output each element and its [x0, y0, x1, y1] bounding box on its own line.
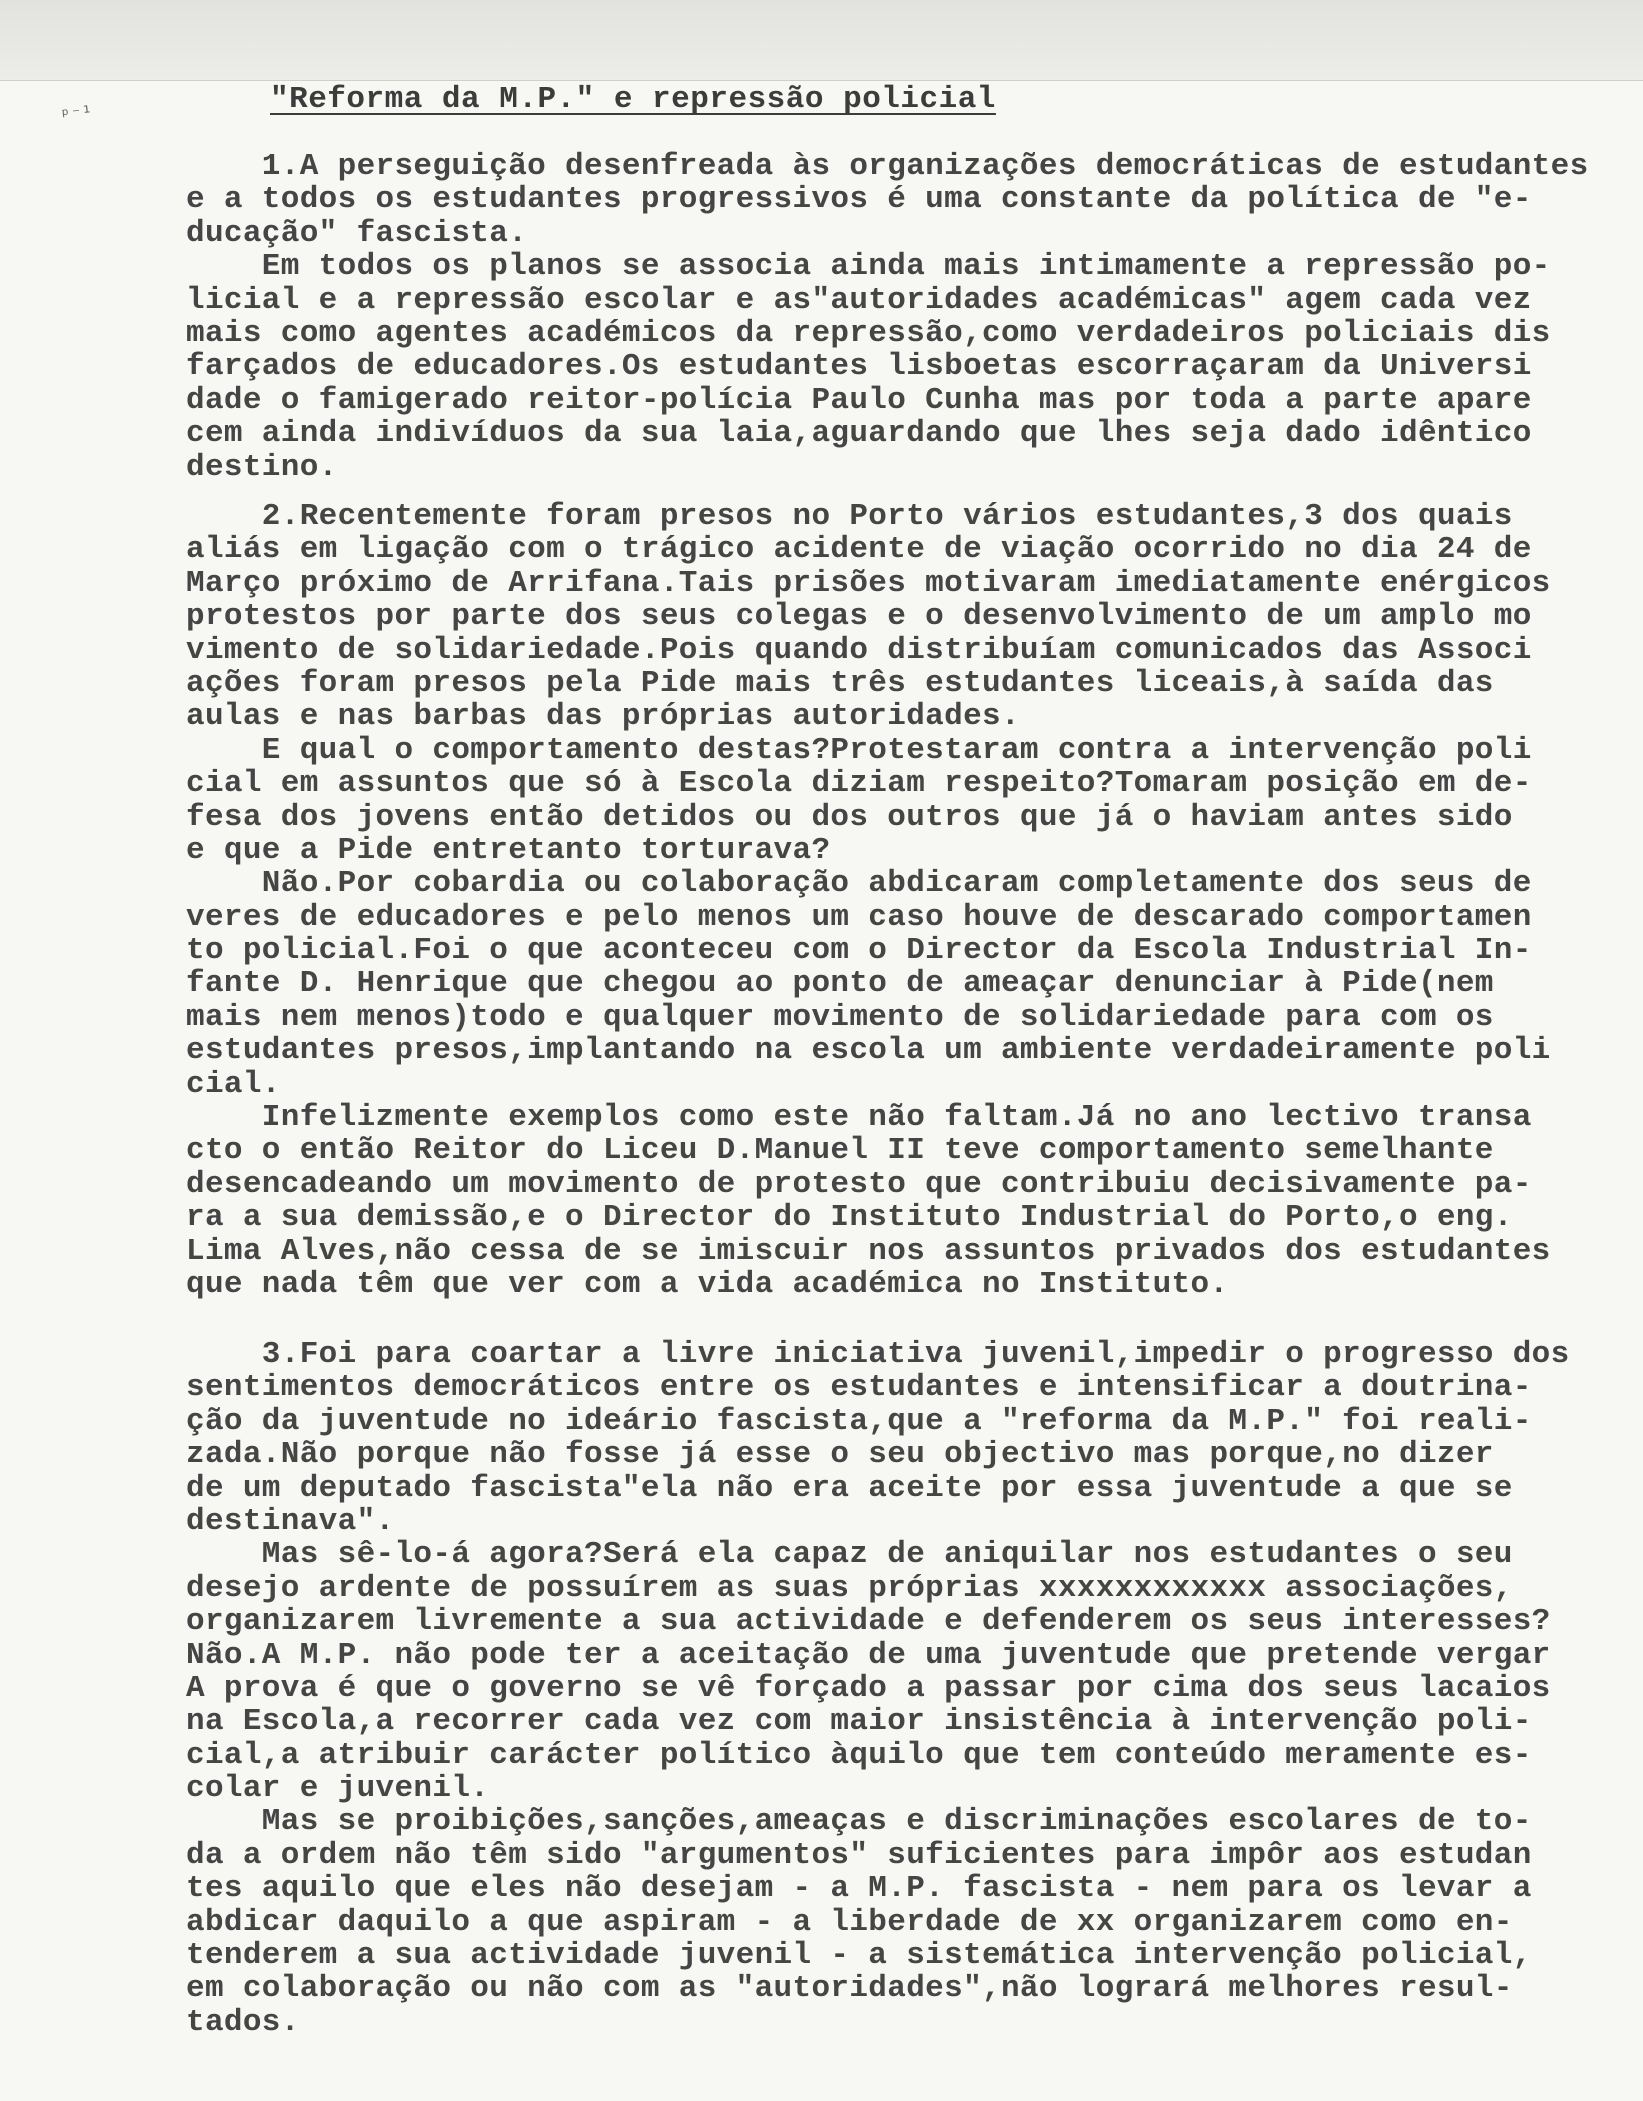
text-line: 1.A perseguição desenfreada às organizações democráticas de estudantes	[186, 149, 1589, 184]
text-line: Março próximo de Arrifana.Tais prisões motivaram imediatamente enérgicos	[186, 565, 1551, 601]
text-line: tados.	[186, 2004, 300, 2040]
text-line: ra a sua demissão,e o Director do Instituto Industrial do Porto,o eng.	[186, 1200, 1513, 1236]
text-line: aliás em ligação com o trágico acidente de viação ocorrido no dia 24 de	[186, 532, 1532, 568]
text-line: mais como agentes académicos da repressão,como verdadeiros policiais dis	[186, 315, 1551, 351]
text-line: colar e juvenil.	[186, 1771, 490, 1807]
text-line: aulas e nas barbas das próprias autoridades.	[186, 699, 1020, 735]
text-line: desencadeando um movimento de protesto que contribuiu decisivamente pa-	[186, 1166, 1532, 1202]
text-line: tes aquilo que eles não desejam - a M.P. fascista - nem para os levar a	[186, 1871, 1532, 1907]
text-line: ducação" fascista.	[186, 215, 528, 251]
paragraph-1	[186, 150, 1589, 484]
text-line: destinava".	[186, 1503, 395, 1539]
scan-border	[0, 0, 1643, 80]
text-line: na Escola,a recorrer cada vez com maior insistência à intervenção poli-	[186, 1704, 1532, 1740]
paragraph-2	[186, 500, 1551, 1301]
text-line: estudantes presos,implantando na escola um ambiente verdadeiramente poli	[186, 1033, 1551, 1069]
text-line: sentimentos democráticos entre os estudantes e intensificar a doutrina-	[186, 1370, 1532, 1406]
text-line: fesa dos jovens então detidos ou dos outros que já o haviam antes sido	[186, 799, 1513, 835]
text-line: que nada têm que ver com a vida académica no Instituto.	[186, 1266, 1229, 1302]
text-line: e que a Pide entretanto torturava?	[186, 832, 831, 868]
text-line: farçados de educadores.Os estudantes lisboetas escorraçaram da Universi	[186, 349, 1532, 385]
text-line: organizarem livremente a sua actividade e defenderem os seus interesses?	[186, 1604, 1551, 1640]
document-title: "Reforma da M.P." e repressão policial	[270, 82, 996, 117]
text-line: Lima Alves,não cessa de se imiscuir nos assuntos privados dos estudantes	[186, 1233, 1551, 1269]
paragraph-3	[186, 1338, 1570, 2039]
text-line: to policial.Foi o que aconteceu com o Director da Escola Industrial In-	[186, 933, 1532, 969]
text-line: vimento de solidariedade.Pois quando distribuíam comunicados das Associ	[186, 632, 1532, 668]
handwritten-page-mark: ᵖ⁻¹	[59, 102, 94, 127]
text-line: em colaboração ou não com as "autoridades",não logrará melhores resul-	[186, 1971, 1513, 2007]
text-line: A prova é que o governo se vê forçado a passar por cima dos seus lacaios	[186, 1670, 1551, 1706]
text-line: dade o famigerado reitor-polícia Paulo Cunha mas por toda a parte apare	[186, 382, 1532, 418]
text-line: zada.Não porque não fosse já esse o seu objectivo mas porque,no dizer	[186, 1437, 1494, 1473]
text-line: veres de educadores e pelo menos um caso houve de descarado comportamen	[186, 899, 1532, 935]
text-line: Em todos os planos se associa ainda mais intimamente a repressão po-	[186, 249, 1551, 285]
text-line: da a ordem não têm sido "argumentos" suficientes para impôr aos estudan	[186, 1837, 1532, 1873]
text-line: Infelizmente exemplos como este não faltam.Já no ano lectivo transa	[186, 1100, 1532, 1136]
text-line: abdicar daquilo a que aspiram - a liberdade de xx organizarem como en-	[186, 1904, 1513, 1940]
text-line: fante D. Henrique que chegou ao ponto de ameaçar denunciar à Pide(nem	[186, 966, 1494, 1002]
text-line: Não.Por cobardia ou colaboração abdicaram completamente dos seus de	[186, 866, 1532, 902]
text-line: de um deputado fascista"ela não era aceite por essa juventude a que se	[186, 1470, 1513, 1506]
text-line: e a todos os estudantes progressivos é uma constante da política de "e-	[186, 182, 1532, 218]
text-line: Mas sê-lo-á agora?Será ela capaz de aniquilar nos estudantes o seu	[186, 1537, 1513, 1573]
text-line: desejo ardente de possuírem as suas próprias xxxxxxxxxxxx associações,	[186, 1570, 1513, 1606]
text-line: 3.Foi para coartar a livre iniciativa juvenil,impedir o progresso dos	[186, 1337, 1570, 1372]
text-line: E qual o comportamento destas?Protestaram contra a intervenção poli	[186, 732, 1532, 768]
text-line: cial em assuntos que só à Escola diziam respeito?Tomaram posição em de-	[186, 766, 1532, 802]
text-line: Não.A M.P. não pode ter a aceitação de uma juventude que pretende vergar	[186, 1637, 1551, 1673]
text-line: protestos por parte dos seus colegas e o desenvolvimento de um amplo mo	[186, 599, 1532, 635]
text-line: ção da juventude no ideário fascista,que a "reforma da M.P." foi reali-	[186, 1403, 1532, 1439]
text-line: Mas se proibições,sanções,ameaças e discriminações escolares de to-	[186, 1804, 1532, 1840]
text-line: cial.	[186, 1066, 281, 1102]
text-line: licial e a repressão escolar e as"autoridades académicas" agem cada vez	[186, 282, 1532, 318]
text-line: cto o então Reitor do Liceu D.Manuel II teve comportamento semelhante	[186, 1133, 1494, 1169]
text-line: cial,a atribuir carácter político àquilo que tem conteúdo meramente es-	[186, 1737, 1532, 1773]
text-line: cem ainda indivíduos da sua laia,aguardando que lhes seja dado idêntico	[186, 416, 1532, 452]
text-line: 2.Recentemente foram presos no Porto vários estudantes,3 dos quais	[186, 499, 1513, 534]
text-line: ações foram presos pela Pide mais três estudantes liceais,à saída das	[186, 665, 1494, 701]
text-line: mais nem menos)todo e qualquer movimento de solidariedade para com os	[186, 999, 1494, 1035]
text-line: tenderem a sua actividade juvenil - a sistemática intervenção policial,	[186, 1938, 1532, 1974]
text-line: destino.	[186, 449, 338, 485]
